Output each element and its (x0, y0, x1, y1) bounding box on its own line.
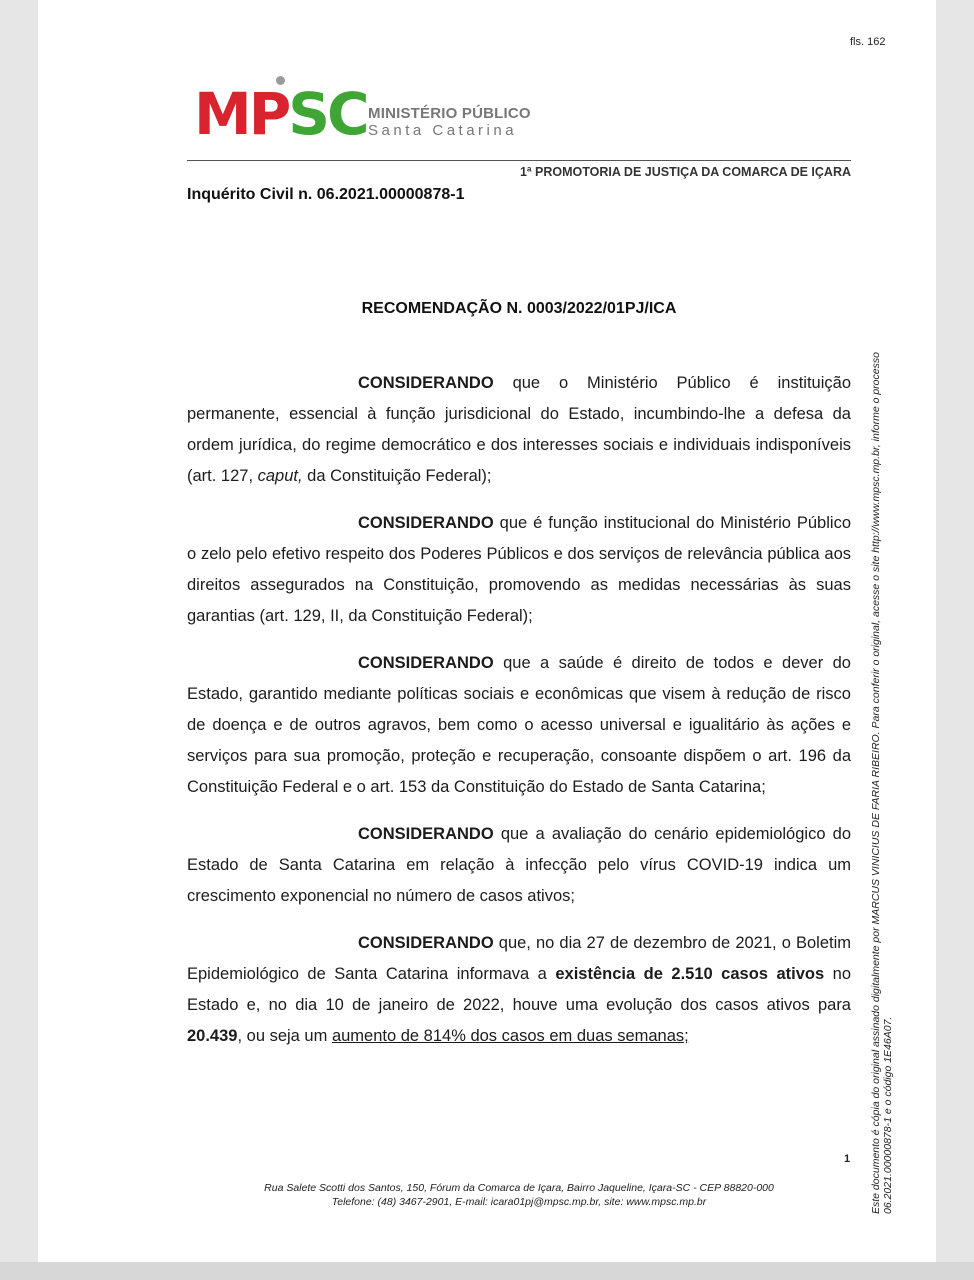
considerando-lead: CONSIDERANDO (358, 514, 494, 532)
paragraph-text: da Constituição Federal); (302, 467, 492, 485)
signature-line-1: Este documento é cópia do original assinado digitalmente por MARCUS VINICIUS DE FARIA RIBEIRO. Para conferir o original, acesse o site http://www.mpsc.mp.br, informe o processo (870, 352, 882, 1214)
logo-letters-sc: SC (288, 80, 367, 148)
logo-text (368, 106, 531, 139)
footer (187, 1181, 851, 1209)
paragraph (187, 368, 851, 492)
logo-letter-p: P (248, 80, 289, 148)
folio-number: fls. 162 (850, 36, 886, 48)
considerando-lead: CONSIDERANDO (358, 654, 494, 672)
paragraph-text: no Estado e, no dia 10 de janeiro de 2022, houve uma evolução dos casos ativos para (187, 965, 852, 1014)
digital-signature-note (870, 204, 894, 1214)
inquerito-number: Inquérito Civil n. 06.2021.00000878-1 (187, 186, 465, 203)
recommendation-title: RECOMENDAÇÃO N. 0003/2022/01PJ/ICA (361, 300, 677, 317)
paragraph-text: que, no dia 27 de dezembro de 2021, o Boletim Epidemiológico de Santa Catarina informava a (187, 934, 851, 983)
paragraph-italic: caput, (257, 467, 303, 485)
paragraph-text: que a saúde é direito de todos e dever do Estado, garantido mediante políticas sociais e econômicas que visem à redução de risco de doença e de outros agravos, bem como o acesso universal e igualitário às ações e serviços para sua promoção, proteção e recuperação, consoante dispõem o art. 196 da Constituição Federal e o art. 153 da Constituição do Estado de Santa Catarina; (187, 654, 851, 796)
paragraph-text: que a avaliação do cenário epidemiológico do Estado de Santa Catarina em relação à infecção pelo vírus COVID-19 indica um crescimento exponencial no número de casos ativos; (187, 825, 851, 905)
header-rule (187, 160, 851, 161)
footer-contact: Telefone: (48) 3467-2901, E-mail: icara01pj@mpsc.mp.br, site: www.mpsc.mp.br (331, 1196, 707, 1208)
viewer-bottom-bar (0, 1262, 974, 1280)
mpsc-logo (194, 76, 594, 146)
paragraph-text: que o Ministério Público é instituição permanente, essencial à função jurisdicional do Estado, incumbindo-lhe a defesa da ordem jurídica, do regime democrático e dos interesses sociais e individuais indisponíveis (art. 127, (187, 374, 851, 485)
considerando-lead: CONSIDERANDO (358, 374, 494, 392)
paragraph (187, 508, 851, 632)
signature-line-2: 06.2021.00000878-1 e o código 1E46A07. (882, 1016, 894, 1214)
logo-mark (194, 80, 367, 148)
considerando-lead: CONSIDERANDO (358, 934, 494, 952)
paragraph-bold: existência de 2.510 casos ativos (555, 965, 825, 983)
paragraph (187, 928, 851, 1052)
logo-letter-m: M (194, 80, 249, 148)
considerando-lead: CONSIDERANDO (358, 825, 494, 843)
paragraph (187, 819, 851, 912)
paragraph-underline: aumento de 814% dos casos em duas semanas; (331, 1027, 689, 1045)
promotoria-heading: 1ª PROMOTORIA DE JUSTIÇA DA COMARCA DE IÇARA (519, 165, 851, 179)
paragraph (187, 648, 851, 803)
paragraph-bold: 20.439 (187, 1027, 238, 1045)
logo-ministerio: MINISTÉRIO PÚBLICO (368, 105, 531, 122)
logo-santa-catarina: Santa Catarina (368, 122, 518, 139)
footer-address: Rua Salete Scotti dos Santos, 150, Fórum da Comarca de Içara, Bairro Jaqueline, Içara-SC - CEP 88820-000 (264, 1182, 774, 1194)
document-page (38, 0, 936, 1262)
document-body (187, 368, 851, 1068)
paragraph-text: que é função institucional do Ministério Público o zelo pelo efetivo respeito dos Poderes Públicos e dos serviços de relevância pública aos direitos assegurados na Constituição, promovendo as medidas necessárias às suas garantias (art. 129, II, da Constituição Federal); (187, 514, 851, 625)
page-number: 1 (844, 1153, 851, 1165)
paragraph-text: , ou seja um (237, 1027, 332, 1045)
